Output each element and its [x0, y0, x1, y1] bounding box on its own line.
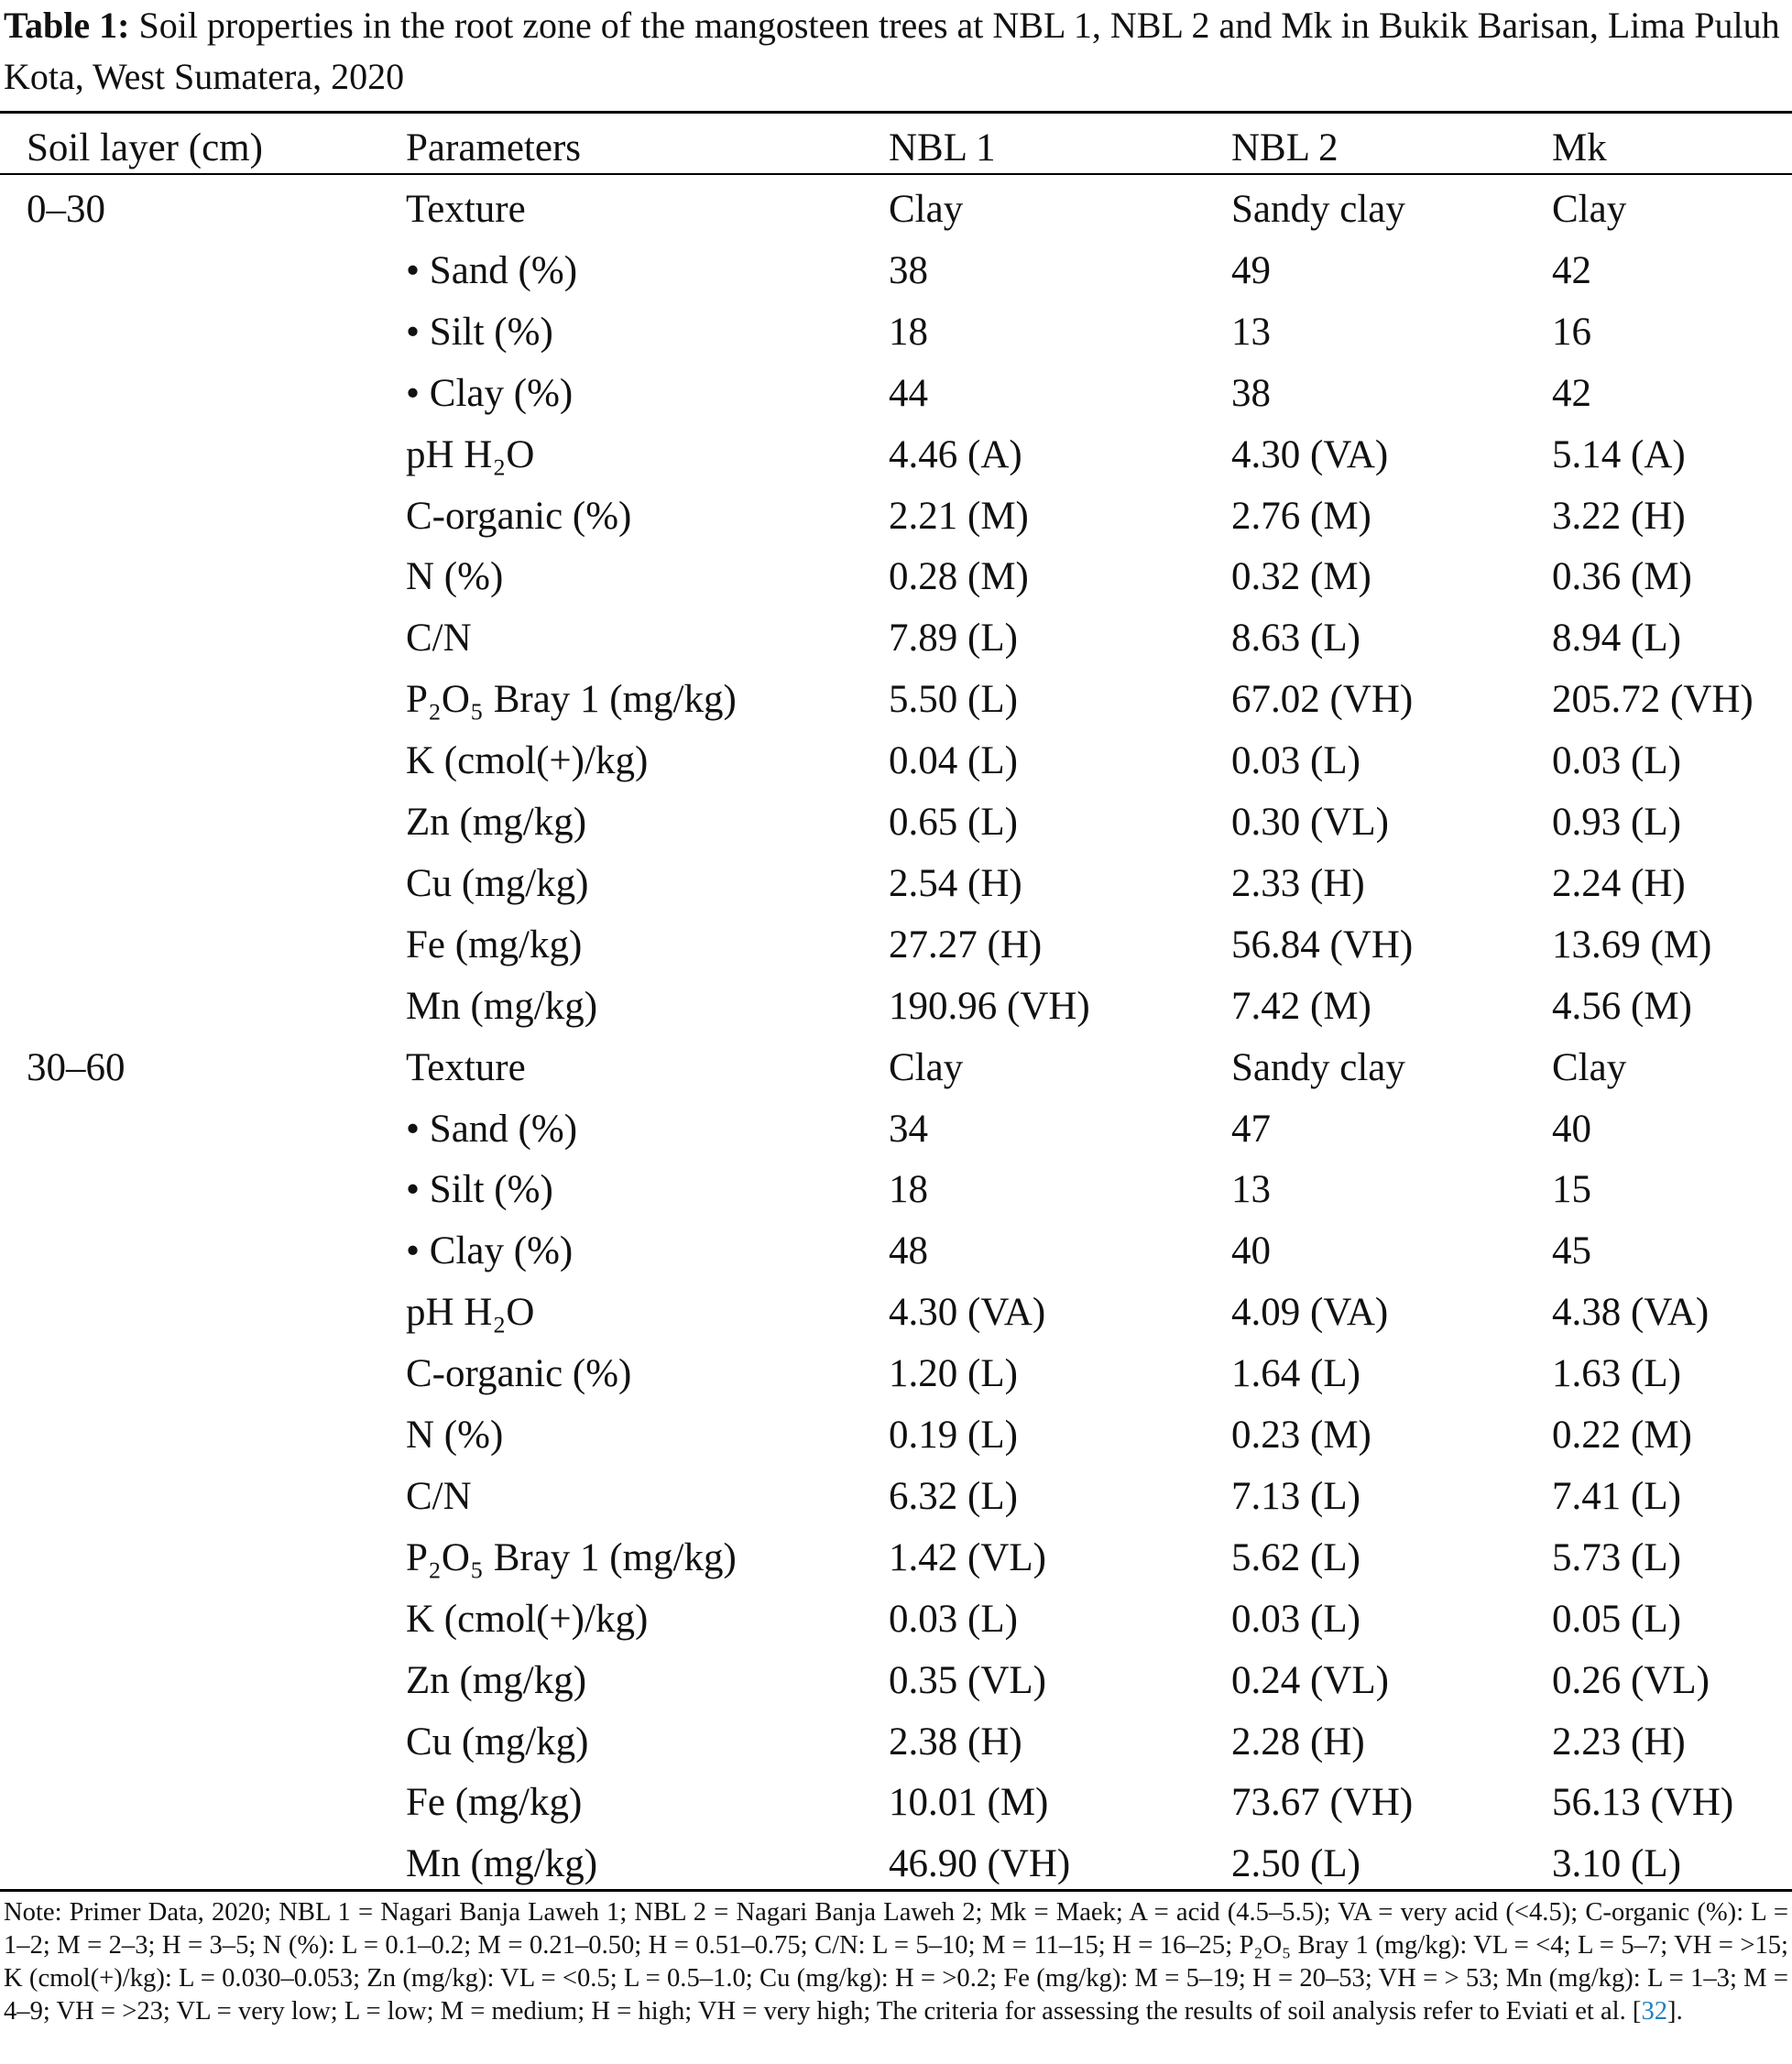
- cell-mk: 5.73 (L): [1552, 1535, 1681, 1579]
- cell-parameter: N (%): [406, 1414, 504, 1457]
- cell-nbl1: 34: [889, 1107, 928, 1151]
- cell-parameter: P₂O₅ Bray 1 (mg/kg): [406, 1535, 737, 1579]
- table-row: [0, 188, 1792, 249]
- table-row: [0, 801, 1792, 862]
- table-bottom-rule: [0, 1889, 1792, 1892]
- cell-nbl2: 7.42 (M): [1231, 984, 1371, 1028]
- cell-parameter: N (%): [406, 555, 504, 599]
- table-row: [0, 1475, 1792, 1536]
- cell-nbl1: 2.38 (H): [889, 1720, 1022, 1764]
- cell-mk: 5.14 (A): [1552, 432, 1686, 476]
- cell-parameter: • Silt (%): [406, 1168, 553, 1212]
- cell-parameter: Mn (mg/kg): [406, 1842, 598, 1886]
- cell-parameter: Texture: [406, 188, 526, 231]
- note-reference-link[interactable]: 32: [1641, 1997, 1668, 2026]
- table-row: [0, 923, 1792, 985]
- cell-nbl2: 7.13 (L): [1231, 1474, 1360, 1518]
- cell-nbl2: 2.33 (H): [1231, 861, 1365, 905]
- cell-parameter: Cu (mg/kg): [406, 1720, 589, 1764]
- cell-parameter: Zn (mg/kg): [406, 1658, 587, 1702]
- cell-nbl1: 18: [889, 1168, 928, 1212]
- cell-nbl1: 0.19 (L): [889, 1414, 1018, 1457]
- table-row: [0, 1536, 1792, 1598]
- cell-parameter: C/N: [406, 1474, 472, 1518]
- note-text: Note: Primer Data, 2020; NBL 1 = Nagari Banja Laweh 1; NBL 2 = Nagari Banja Laweh 2; Mk = Maek; A = acid (4.5–5.5); VA = very acid (<4.5); C-organic (%): L = 1–2; M = 2–3; H = 3–5; N (%): L = 0.1–0.2; M = 0.21–0.50; H = 0.51–0.75; C/N: L = 5–10; M = 11–15; H = 16–25; P₂O₅ Bray 1 (mg/kg): VL = <4; L = 5–7; VH = >15; K (cmol(+)/kg): L = 0.030–0.053; Zn (mg/kg): VL = <0.5; L = 0.5–1.0; Cu (mg/kg): H = >0.2; Fe (mg/kg): M = 5–19; H = 20–53; VH = > 53; Mn (mg/kg): L = 1–3; M = 4–9; VH = >23; VL = very low; L = low; M = medium; H = high; VH = very high; The criteria for assessing the results of soil analysis refer to Eviati et al. [: [4, 1898, 1788, 2026]
- cell-parameter: C-organic (%): [406, 1352, 632, 1396]
- cell-nbl1: 0.03 (L): [889, 1597, 1018, 1641]
- cell-nbl2: 1.64 (L): [1231, 1352, 1360, 1396]
- cell-mk: 0.36 (M): [1552, 555, 1692, 599]
- cell-parameter: • Sand (%): [406, 248, 578, 292]
- cell-nbl1: 1.42 (VL): [889, 1535, 1046, 1579]
- cell-parameter: K (cmol(+)/kg): [406, 739, 649, 783]
- table-row: [0, 311, 1792, 372]
- table-row: [0, 1414, 1792, 1475]
- table-row: [0, 985, 1792, 1046]
- cell-nbl2: 38: [1231, 371, 1271, 415]
- table-row: [0, 678, 1792, 739]
- cell-mk: 3.22 (H): [1552, 494, 1686, 538]
- cell-nbl2: 0.03 (L): [1231, 1597, 1360, 1641]
- cell-mk: 40: [1552, 1107, 1591, 1151]
- cell-mk: 0.05 (L): [1552, 1597, 1681, 1641]
- cell-nbl1: 48: [889, 1229, 928, 1273]
- table-row: [0, 1842, 1792, 1904]
- cell-mk: 0.22 (M): [1552, 1414, 1692, 1457]
- note-end: ].: [1667, 1997, 1683, 2026]
- cell-parameter: Texture: [406, 1045, 526, 1089]
- cell-nbl1: 0.28 (M): [889, 555, 1029, 599]
- cell-parameter: Fe (mg/kg): [406, 923, 583, 966]
- header-rule: [0, 173, 1792, 175]
- cell-mk: 13.69 (M): [1552, 923, 1712, 966]
- header-soil-layer: Soil layer (cm): [27, 126, 263, 169]
- cell-mk: 15: [1552, 1168, 1591, 1212]
- cell-nbl2: 56.84 (VH): [1231, 923, 1414, 966]
- cell-mk: 42: [1552, 248, 1591, 292]
- cell-nbl2: 40: [1231, 1229, 1271, 1273]
- cell-parameter: C/N: [406, 617, 472, 661]
- table-note: [4, 1896, 1788, 2028]
- cell-nbl2: 13: [1231, 310, 1271, 354]
- cell-mk: 42: [1552, 371, 1591, 415]
- cell-nbl2: 0.24 (VL): [1231, 1658, 1389, 1702]
- cell-nbl1: 27.27 (H): [889, 923, 1043, 966]
- cell-nbl2: 13: [1231, 1168, 1271, 1212]
- cell-nbl1: 2.21 (M): [889, 494, 1029, 538]
- cell-nbl2: 0.30 (VL): [1231, 801, 1389, 844]
- table-row: [0, 1598, 1792, 1659]
- cell-nbl2: 8.63 (L): [1231, 617, 1360, 661]
- table-label: Table 1:: [4, 5, 130, 46]
- cell-nbl2: 0.23 (M): [1231, 1414, 1371, 1457]
- cell-nbl2: 0.32 (M): [1231, 555, 1371, 599]
- cell-nbl1: 18: [889, 310, 928, 354]
- cell-nbl1: 1.20 (L): [889, 1352, 1018, 1396]
- cell-mk: 45: [1552, 1229, 1591, 1273]
- table-row: [0, 1781, 1792, 1842]
- cell-nbl1: 38: [889, 248, 928, 292]
- cell-nbl2: 67.02 (VH): [1231, 678, 1414, 722]
- table-row: [0, 249, 1792, 311]
- cell-nbl1: 5.50 (L): [889, 678, 1018, 722]
- table-row: [0, 1229, 1792, 1291]
- cell-parameter: K (cmol(+)/kg): [406, 1597, 649, 1641]
- cell-parameter: • Clay (%): [406, 371, 574, 415]
- table-row: [0, 1108, 1792, 1169]
- cell-soil-layer: 30–60: [27, 1045, 126, 1089]
- cell-mk: Clay: [1552, 1045, 1627, 1089]
- table-row: [0, 433, 1792, 495]
- table-row: [0, 372, 1792, 433]
- table-row: [0, 1352, 1792, 1414]
- cell-mk: 0.26 (VL): [1552, 1658, 1710, 1702]
- cell-nbl1: 0.04 (L): [889, 739, 1018, 783]
- cell-nbl1: 4.46 (A): [889, 432, 1022, 476]
- cell-soil-layer: 0–30: [27, 188, 105, 231]
- cell-nbl1: 46.90 (VH): [889, 1842, 1071, 1886]
- cell-nbl1: Clay: [889, 188, 964, 231]
- cell-nbl1: 190.96 (VH): [889, 984, 1090, 1028]
- cell-nbl1: 4.30 (VA): [889, 1291, 1046, 1335]
- cell-nbl2: Sandy clay: [1231, 1045, 1405, 1089]
- cell-parameter: pH H₂O: [406, 1291, 535, 1335]
- cell-mk: 4.56 (M): [1552, 984, 1692, 1028]
- cell-parameter: Zn (mg/kg): [406, 801, 587, 844]
- cell-mk: Clay: [1552, 188, 1627, 231]
- table-caption: [4, 0, 1786, 103]
- cell-parameter: • Silt (%): [406, 310, 553, 354]
- cell-mk: 2.23 (H): [1552, 1720, 1686, 1764]
- cell-mk: 3.10 (L): [1552, 1842, 1681, 1886]
- cell-mk: 1.63 (L): [1552, 1352, 1681, 1396]
- cell-parameter: C-organic (%): [406, 494, 632, 538]
- cell-nbl2: 73.67 (VH): [1231, 1781, 1414, 1825]
- table-row: [0, 1659, 1792, 1720]
- cell-parameter: • Clay (%): [406, 1229, 574, 1273]
- cell-parameter: Mn (mg/kg): [406, 984, 598, 1028]
- table-row: [0, 862, 1792, 923]
- cell-mk: 205.72 (VH): [1552, 678, 1754, 722]
- cell-mk: 16: [1552, 310, 1591, 354]
- cell-nbl1: 0.35 (VL): [889, 1658, 1046, 1702]
- cell-nbl1: Clay: [889, 1045, 964, 1089]
- cell-nbl1: 10.01 (M): [889, 1781, 1049, 1825]
- table-row: [0, 555, 1792, 617]
- cell-nbl1: 7.89 (L): [889, 617, 1018, 661]
- cell-nbl2: 2.50 (L): [1231, 1842, 1360, 1886]
- cell-nbl2: 0.03 (L): [1231, 739, 1360, 783]
- table-row: [0, 1291, 1792, 1352]
- cell-mk: 56.13 (VH): [1552, 1781, 1734, 1825]
- table-row: [0, 1720, 1792, 1782]
- header-parameters: Parameters: [406, 126, 582, 169]
- table-row: [0, 1168, 1792, 1229]
- cell-nbl2: 49: [1231, 248, 1271, 292]
- cell-parameter: pH H₂O: [406, 432, 535, 476]
- cell-nbl1: 0.65 (L): [889, 801, 1018, 844]
- table-top-rule: [0, 111, 1792, 114]
- cell-parameter: P₂O₅ Bray 1 (mg/kg): [406, 678, 737, 722]
- header-nbl1: NBL 1: [889, 126, 996, 169]
- header-nbl2: NBL 2: [1231, 126, 1339, 169]
- cell-mk: 2.24 (H): [1552, 861, 1686, 905]
- cell-nbl1: 6.32 (L): [889, 1474, 1018, 1518]
- cell-nbl2: 2.76 (M): [1231, 494, 1371, 538]
- cell-mk: 0.93 (L): [1552, 801, 1681, 844]
- table-row: [0, 617, 1792, 678]
- cell-nbl2: 5.62 (L): [1231, 1535, 1360, 1579]
- cell-nbl2: 4.30 (VA): [1231, 432, 1389, 476]
- cell-nbl1: 44: [889, 371, 928, 415]
- table-row: [0, 1046, 1792, 1108]
- cell-parameter: Fe (mg/kg): [406, 1781, 583, 1825]
- cell-mk: 4.38 (VA): [1552, 1291, 1710, 1335]
- cell-nbl2: 4.09 (VA): [1231, 1291, 1389, 1335]
- cell-mk: 8.94 (L): [1552, 617, 1681, 661]
- cell-nbl2: 47: [1231, 1107, 1271, 1151]
- cell-nbl1: 2.54 (H): [889, 861, 1022, 905]
- cell-mk: 7.41 (L): [1552, 1474, 1681, 1518]
- cell-nbl2: 2.28 (H): [1231, 1720, 1365, 1764]
- cell-nbl2: Sandy clay: [1231, 188, 1405, 231]
- table-title: Soil properties in the root zone of the mangosteen trees at NBL 1, NBL 2 and Mk in Bukik Barisan, Lima Puluh Kota, West Sumatera, 2020: [4, 5, 1780, 97]
- table-row: [0, 495, 1792, 556]
- cell-mk: 0.03 (L): [1552, 739, 1681, 783]
- table-row: [0, 739, 1792, 801]
- cell-parameter: Cu (mg/kg): [406, 861, 589, 905]
- header-mk: Mk: [1552, 126, 1607, 169]
- cell-parameter: • Sand (%): [406, 1107, 578, 1151]
